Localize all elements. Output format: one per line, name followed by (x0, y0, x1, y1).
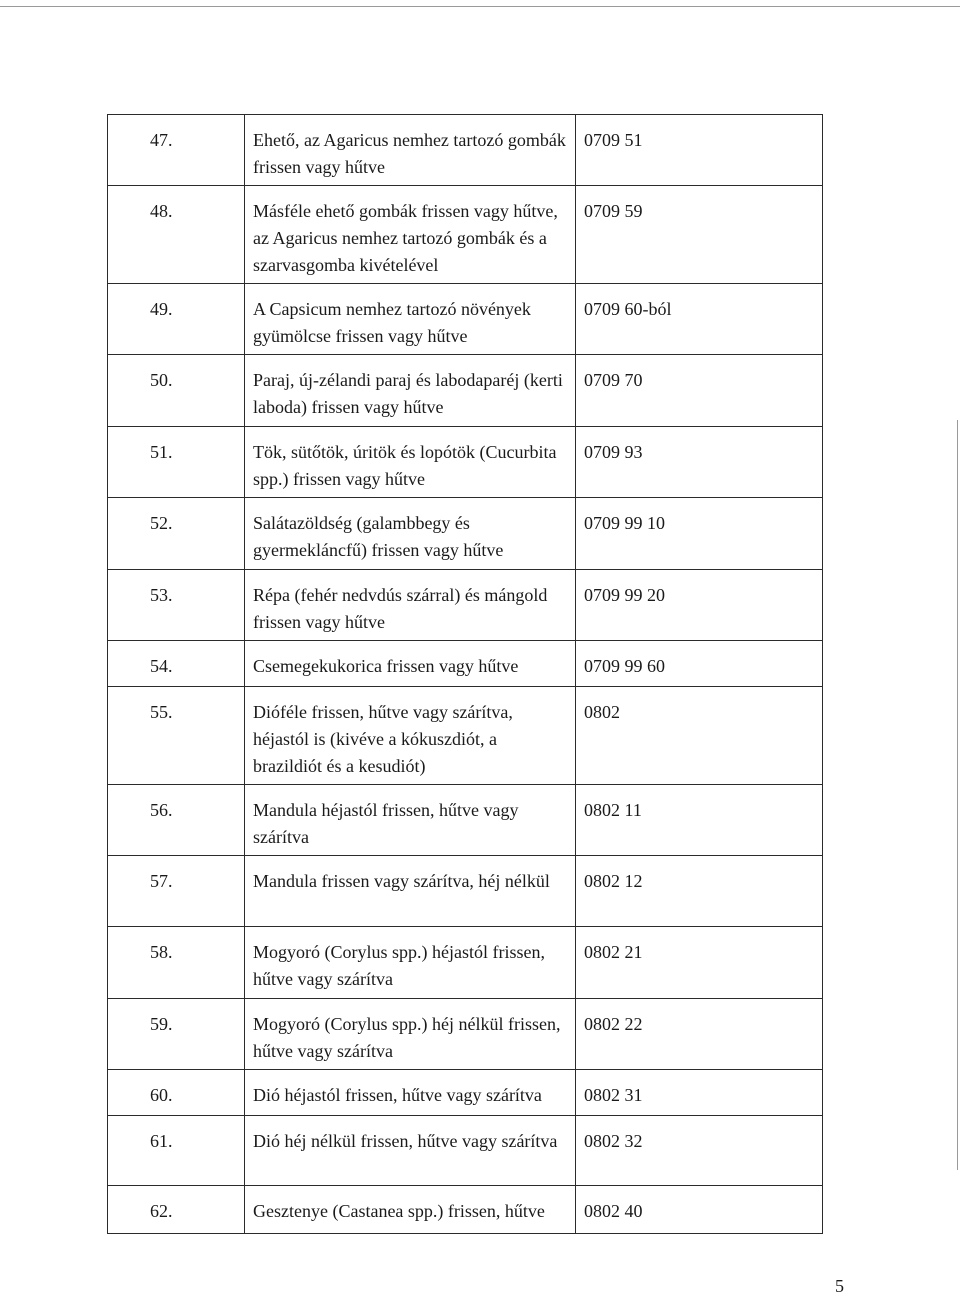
row-code (576, 785, 823, 856)
row-number: 48. (108, 186, 245, 284)
row-description: Dió héjastól frissen, hűtve vagy szárítva (245, 1070, 576, 1116)
row-code (576, 427, 823, 498)
row-code-text: 0709 99 20 (584, 585, 665, 605)
top-scan-rule (0, 6, 960, 7)
row-code-text: 0709 99 10 (584, 513, 665, 533)
row-number: 55. (108, 687, 245, 785)
row-code (576, 284, 823, 355)
row-description: Gesztenye (Castanea spp.) frissen, hűtve (245, 1186, 576, 1234)
row-code (576, 355, 823, 427)
table-row (108, 284, 823, 355)
row-number: 56. (108, 785, 245, 856)
table-row (108, 999, 823, 1070)
row-number: 52. (108, 498, 245, 570)
table-row (108, 687, 823, 785)
row-description: Ehető, az Agaricus nemhez tartozó gombák frissen vagy hűtve (245, 115, 576, 186)
row-description: Másféle ehető gombák frissen vagy hűtve, az Agaricus nemhez tartozó gombák és a szarvasgomba kivételével (245, 186, 576, 284)
table-row (108, 570, 823, 641)
row-code (576, 927, 823, 999)
row-number: 54. (108, 641, 245, 687)
row-description: Paraj, új-zélandi paraj és labodaparéj (kerti laboda) frissen vagy hűtve (245, 355, 576, 427)
table-row (108, 355, 823, 427)
row-code (576, 186, 823, 284)
row-code-text: 0709 59 (584, 201, 643, 221)
row-description: Répa (fehér nedvdús szárral) és mángold frissen vagy hűtve (245, 570, 576, 641)
row-code (576, 1070, 823, 1116)
row-code (576, 498, 823, 570)
row-code (576, 1186, 823, 1234)
table-row (108, 427, 823, 498)
row-code (576, 570, 823, 641)
row-code-text: 0802 31 (584, 1085, 643, 1105)
row-description: Mogyoró (Corylus spp.) héjastól frissen, hűtve vagy szárítva (245, 927, 576, 999)
row-number: 53. (108, 570, 245, 641)
table-row (108, 641, 823, 687)
table-row (108, 1116, 823, 1186)
table-row (108, 927, 823, 999)
row-description: Salátazöldség (galambbegy és gyermekláncfű) frissen vagy hűtve (245, 498, 576, 570)
row-number: 47. (108, 115, 245, 186)
table-row (108, 1186, 823, 1234)
right-scan-rule (957, 420, 958, 1170)
row-code-text: 0802 12 (584, 871, 643, 891)
table-row (108, 115, 823, 186)
table-row (108, 498, 823, 570)
row-code-text: 0802 22 (584, 1014, 643, 1034)
row-code-text: 0802 11 (584, 800, 642, 820)
row-code (576, 999, 823, 1070)
row-code-text: 0802 40 (584, 1201, 643, 1221)
page-number: 5 (835, 1276, 844, 1296)
row-code-text: 0709 70 (584, 370, 643, 390)
row-code (576, 1116, 823, 1186)
row-number: 49. (108, 284, 245, 355)
table-row (108, 856, 823, 927)
row-number: 57. (108, 856, 245, 927)
row-code (576, 856, 823, 927)
row-number: 59. (108, 999, 245, 1070)
row-description: Csemegekukorica frissen vagy hűtve (245, 641, 576, 687)
row-code-text: 0802 32 (584, 1131, 643, 1151)
row-code-text: 0709 60-ból (584, 299, 672, 319)
row-number: 58. (108, 927, 245, 999)
row-description: A Capsicum nemhez tartozó növények gyümölcse frissen vagy hűtve (245, 284, 576, 355)
row-number: 61. (108, 1116, 245, 1186)
row-code-text: 0802 (584, 702, 620, 722)
row-description: Dióféle frissen, hűtve vagy szárítva, héjastól is (kivéve a kókuszdiót, a brazildiót és a kesudiót) (245, 687, 576, 785)
row-description: Mandula frissen vagy szárítva, héj nélkül (245, 856, 576, 927)
product-list-table (107, 114, 823, 1234)
table-row (108, 1070, 823, 1116)
row-description: Tök, sütőtök, úritök és lopótök (Cucurbita spp.) frissen vagy hűtve (245, 427, 576, 498)
row-number: 62. (108, 1186, 245, 1234)
table-row (108, 186, 823, 284)
row-code (576, 687, 823, 785)
row-number: 51. (108, 427, 245, 498)
row-number: 50. (108, 355, 245, 427)
product-list-body (108, 115, 823, 1234)
row-number: 60. (108, 1070, 245, 1116)
row-code (576, 115, 823, 186)
row-description: Dió héj nélkül frissen, hűtve vagy szárítva (245, 1116, 576, 1186)
row-code-text: 0709 99 60 (584, 656, 665, 676)
row-code (576, 641, 823, 687)
row-description: Mogyoró (Corylus spp.) héj nélkül frissen, hűtve vagy szárítva (245, 999, 576, 1070)
row-code-text: 0802 21 (584, 942, 643, 962)
table-row (108, 785, 823, 856)
row-code-text: 0709 51 (584, 130, 643, 150)
row-description: Mandula héjastól frissen, hűtve vagy szárítva (245, 785, 576, 856)
row-code-text: 0709 93 (584, 442, 643, 462)
